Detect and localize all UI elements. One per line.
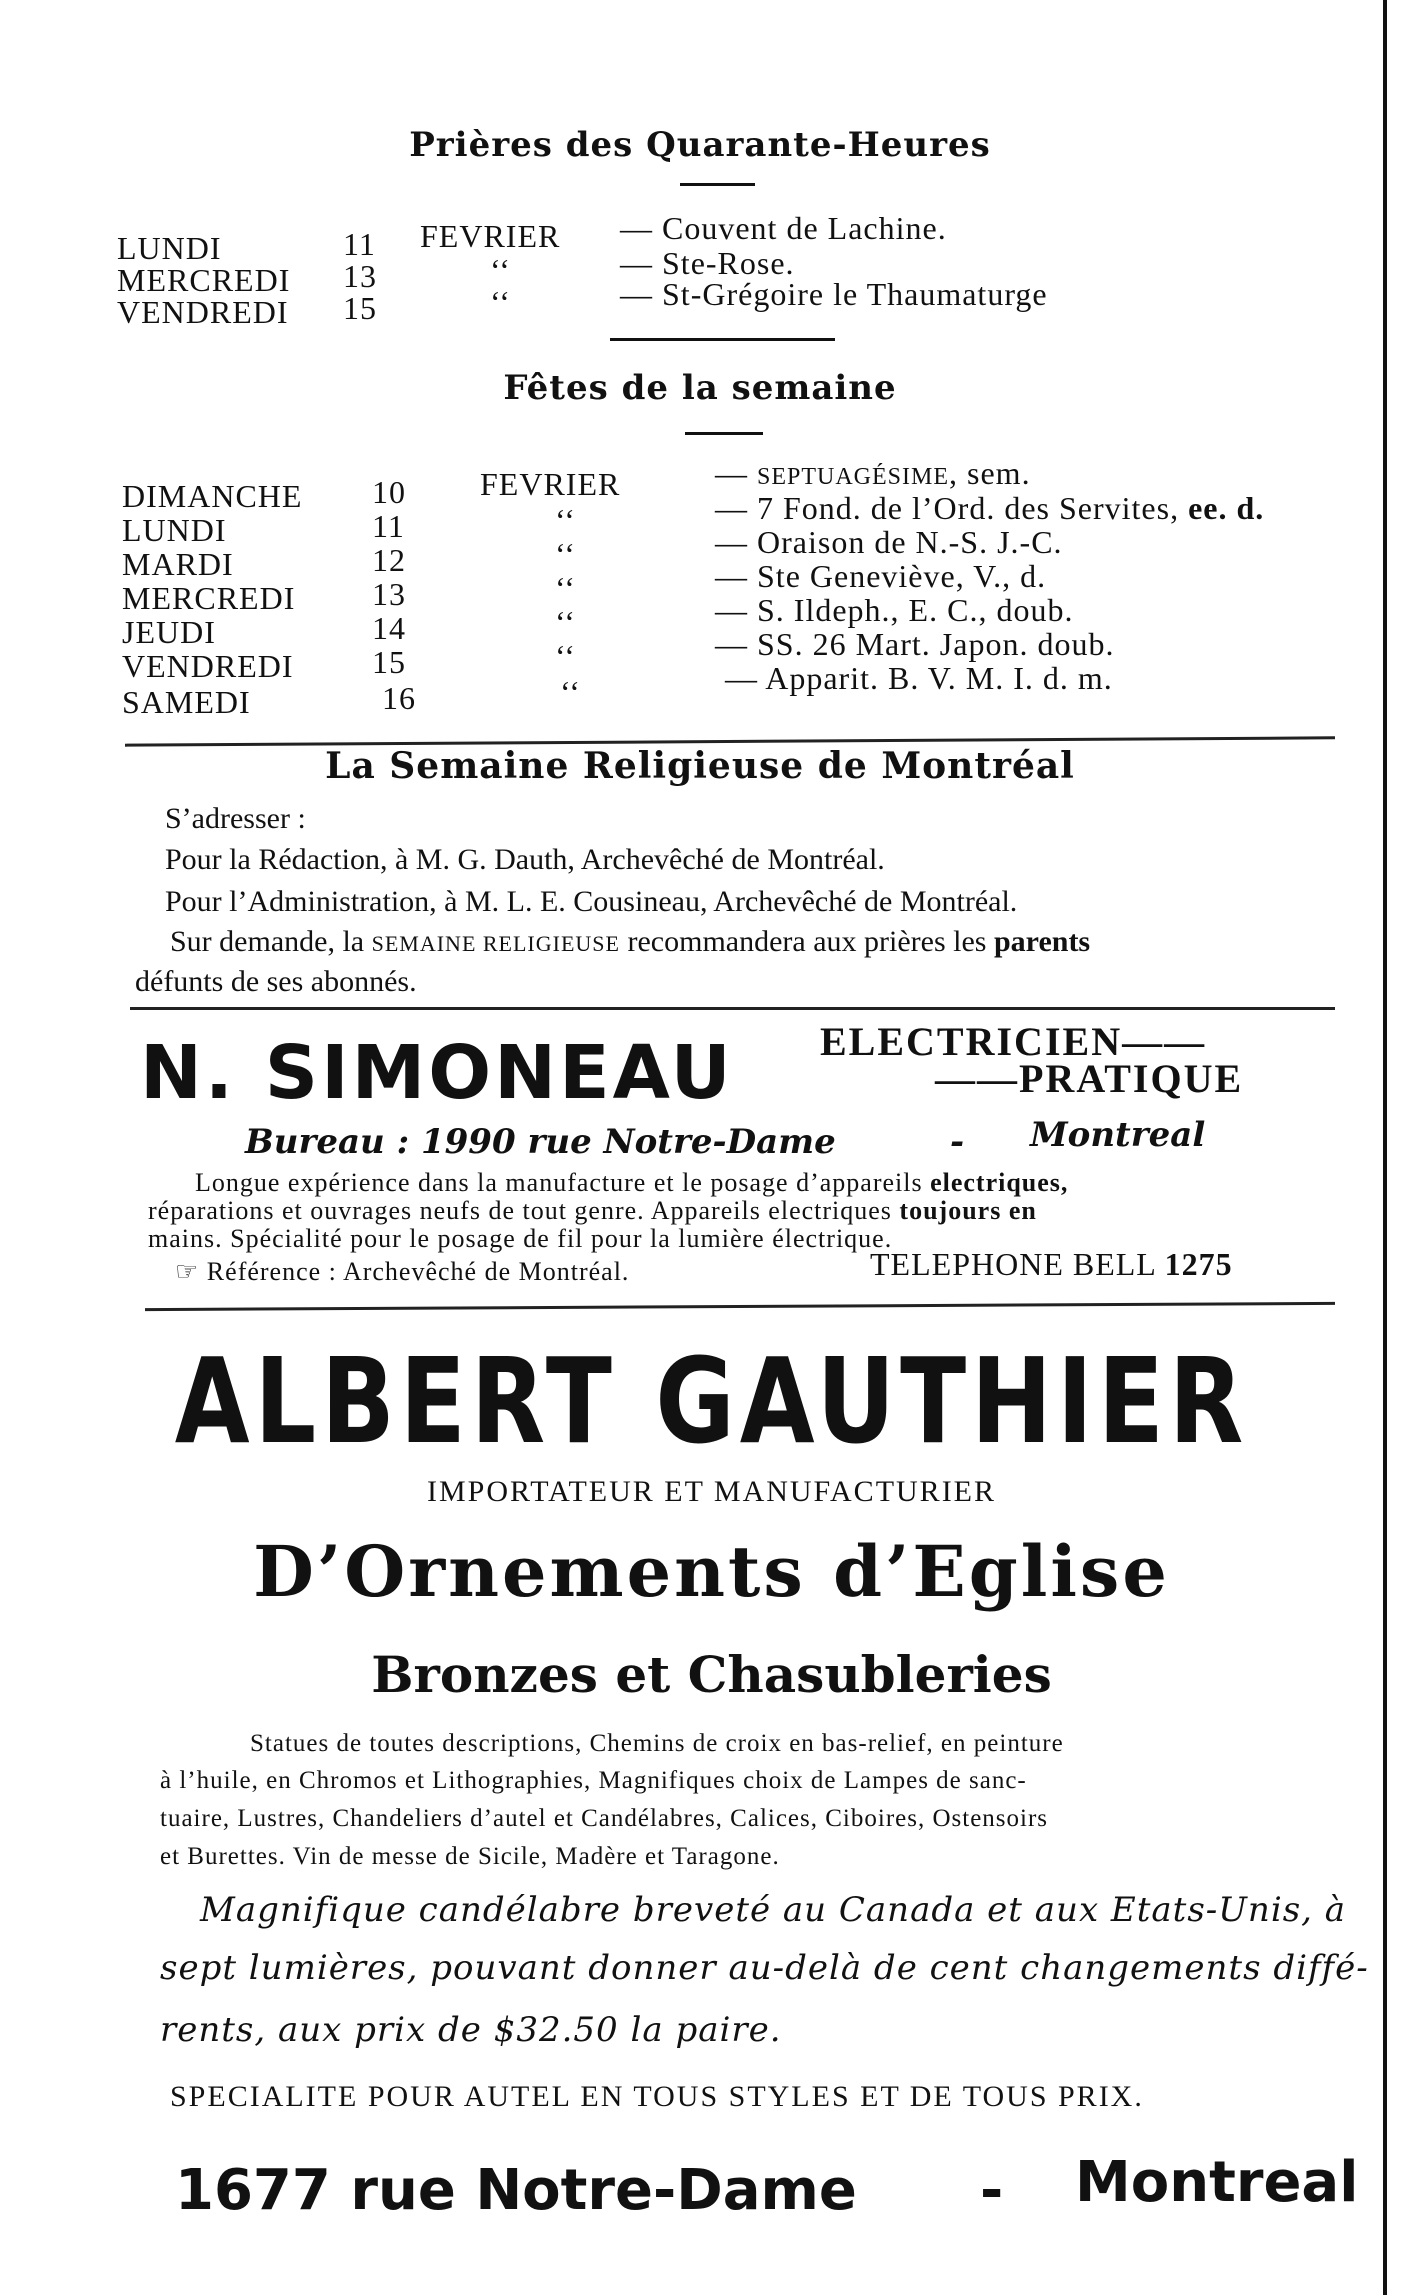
prayers-num: 13: [343, 258, 377, 294]
feasts-month: ‘‘: [555, 638, 576, 674]
feasts-month: ‘‘: [555, 502, 576, 538]
feasts-month: ‘‘: [555, 604, 576, 640]
gauthier-script-line: Magnifique candélabre breveté au Canada et aux Etats-Unis, à: [200, 1890, 1347, 1930]
feasts-num: 10: [372, 474, 406, 510]
prayers-month: FEVRIER: [420, 218, 561, 254]
simoneau-dash: -: [950, 1122, 965, 1162]
feasts-desc: — Oraison de N.-S. J.-C.: [715, 524, 1063, 560]
gauthier-special: SPECIALITE POUR AUTEL EN TOUS STYLES ET DE TOUS PRIX.: [170, 2080, 1144, 2113]
semaine-administration: Pour l’Administration, à M. L. E. Cousineau, Archevêché de Montréal.: [165, 885, 1018, 918]
feasts-day: DIMANCHE: [122, 478, 303, 514]
feasts-num: 14: [372, 610, 406, 646]
feasts-day: VENDREDI: [122, 648, 294, 684]
simoneau-line2: réparations et ouvrages neufs de tout genre. Appareils electriques toujours en: [148, 1196, 1037, 1225]
simoneau-name: N. SIMONEAU: [140, 1030, 734, 1116]
prayers-day: MERCREDI: [117, 262, 291, 298]
gauthier-statues-line: Statues de toutes descriptions, Chemins de croix en bas-relief, en peinture: [250, 1730, 1064, 1757]
divider: [145, 1302, 1335, 1311]
feasts-num: 11: [372, 508, 405, 544]
gauthier-script-line: sept lumières, pouvant donner au-delà de cent changements diffé-: [160, 1948, 1369, 1988]
gauthier-name: ALBERT GAUTHIER: [174, 1332, 1249, 1470]
feasts-month: ‘‘: [555, 570, 576, 606]
feasts-desc: — Ste Geneviève, V., d.: [715, 558, 1047, 594]
semaine-demande: Sur demande, la SEMAINE RELIGIEUSE recommandera aux prières les parents: [170, 925, 1091, 958]
feasts-desc: — 7 Fond. de l’Ord. des Servites, ee. d.: [715, 490, 1265, 526]
feasts-month: ‘‘: [560, 674, 581, 710]
semaine-addresser: S’adresser :: [165, 802, 306, 835]
gauthier-statues-line: et Burettes. Vin de messe de Sicile, Madère et Taragone.: [160, 1843, 780, 1870]
gauthier-statues-line: tuaire, Lustres, Chandeliers d’autel et Candélabres, Calices, Ciboires, Ostensoirs: [160, 1805, 1049, 1832]
feasts-num: 13: [372, 576, 406, 612]
feasts-desc: — S. Ildeph., E. C., doub.: [715, 592, 1074, 628]
prayers-desc: — Ste-Rose.: [620, 245, 795, 281]
semaine-defunts: défunts de ses abonnés.: [135, 965, 417, 998]
semaine-title: La Semaine Religieuse de Montréal: [325, 745, 1075, 787]
prayers-day: VENDREDI: [117, 294, 289, 330]
gauthier-dash: -: [980, 2158, 1004, 2223]
short-rule: [685, 432, 763, 435]
short-rule: [680, 183, 755, 186]
prayers-desc: — Couvent de Lachine.: [620, 210, 947, 246]
gauthier-script-line: rents, aux prix de $32.50 la paire.: [160, 2010, 782, 2050]
feasts-day: SAMEDI: [122, 684, 251, 720]
simoneau-city: Montreal: [1030, 1115, 1206, 1155]
prayers-day: LUNDI: [117, 230, 222, 266]
simoneau-title1: ELECTRICIEN——: [820, 1019, 1207, 1064]
section-rule: [610, 338, 835, 341]
prayers-title: Prières des Quarante-Heures: [409, 125, 991, 165]
feasts-desc: — SEPTUAGÉSIME, sem.: [715, 455, 1031, 491]
feasts-num: 12: [372, 542, 406, 578]
semaine-redaction: Pour la Rédaction, à M. G. Dauth, Archevêché de Montréal.: [165, 843, 885, 876]
simoneau-line1: Longue expérience dans la manufacture et le posage d’appareils electriques,: [195, 1168, 1069, 1197]
feasts-day: JEUDI: [122, 614, 216, 650]
feasts-day: LUNDI: [122, 512, 227, 548]
feasts-num: 15: [372, 644, 406, 680]
page-edge-line: [1383, 0, 1387, 2295]
gauthier-address: 1677 rue Notre-Dame: [175, 2158, 857, 2223]
gauthier-bronzes: Bronzes et Chasubleries: [371, 1645, 1052, 1704]
feasts-desc: — Apparit. B. V. M. I. d. m.: [725, 660, 1113, 696]
gauthier-statues-line: à l’huile, en Chromos et Lithographies, Magnifiques choix de Lampes de sanc-: [160, 1767, 1027, 1794]
simoneau-line3: mains. Spécialité pour le posage de fil pour la lumière électrique.: [148, 1224, 893, 1253]
feasts-month: FEVRIER: [480, 466, 621, 502]
prayers-desc: — St-Grégoire le Thaumaturge: [620, 276, 1048, 312]
prayers-num: 11: [343, 226, 376, 262]
prayers-month: ‘‘: [490, 252, 511, 288]
simoneau-phone: TELEPHONE BELL 1275: [870, 1246, 1233, 1282]
gauthier-sub: IMPORTATEUR ET MANUFACTURIER: [426, 1475, 997, 1508]
feasts-day: MARDI: [122, 546, 234, 582]
feasts-desc: — SS. 26 Mart. Japon. doub.: [715, 626, 1115, 662]
feasts-title: Fêtes de la semaine: [503, 368, 897, 408]
prayers-month: ‘‘: [490, 284, 511, 320]
prayers-num: 15: [343, 290, 377, 326]
simoneau-title2: ——PRATIQUE: [935, 1056, 1244, 1101]
feasts-month: ‘‘: [555, 536, 576, 572]
divider: [130, 1007, 1335, 1010]
simoneau-ref: ☞ Référence : Archevêché de Montréal.: [175, 1257, 630, 1286]
simoneau-bureau: Bureau : 1990 rue Notre-Dame: [245, 1122, 836, 1162]
feasts-day: MERCREDI: [122, 580, 296, 616]
feasts-num: 16: [382, 680, 416, 716]
gauthier-ornements: D’Ornements d’Eglise: [253, 1530, 1170, 1613]
gauthier-city: Montreal: [1075, 2150, 1359, 2215]
